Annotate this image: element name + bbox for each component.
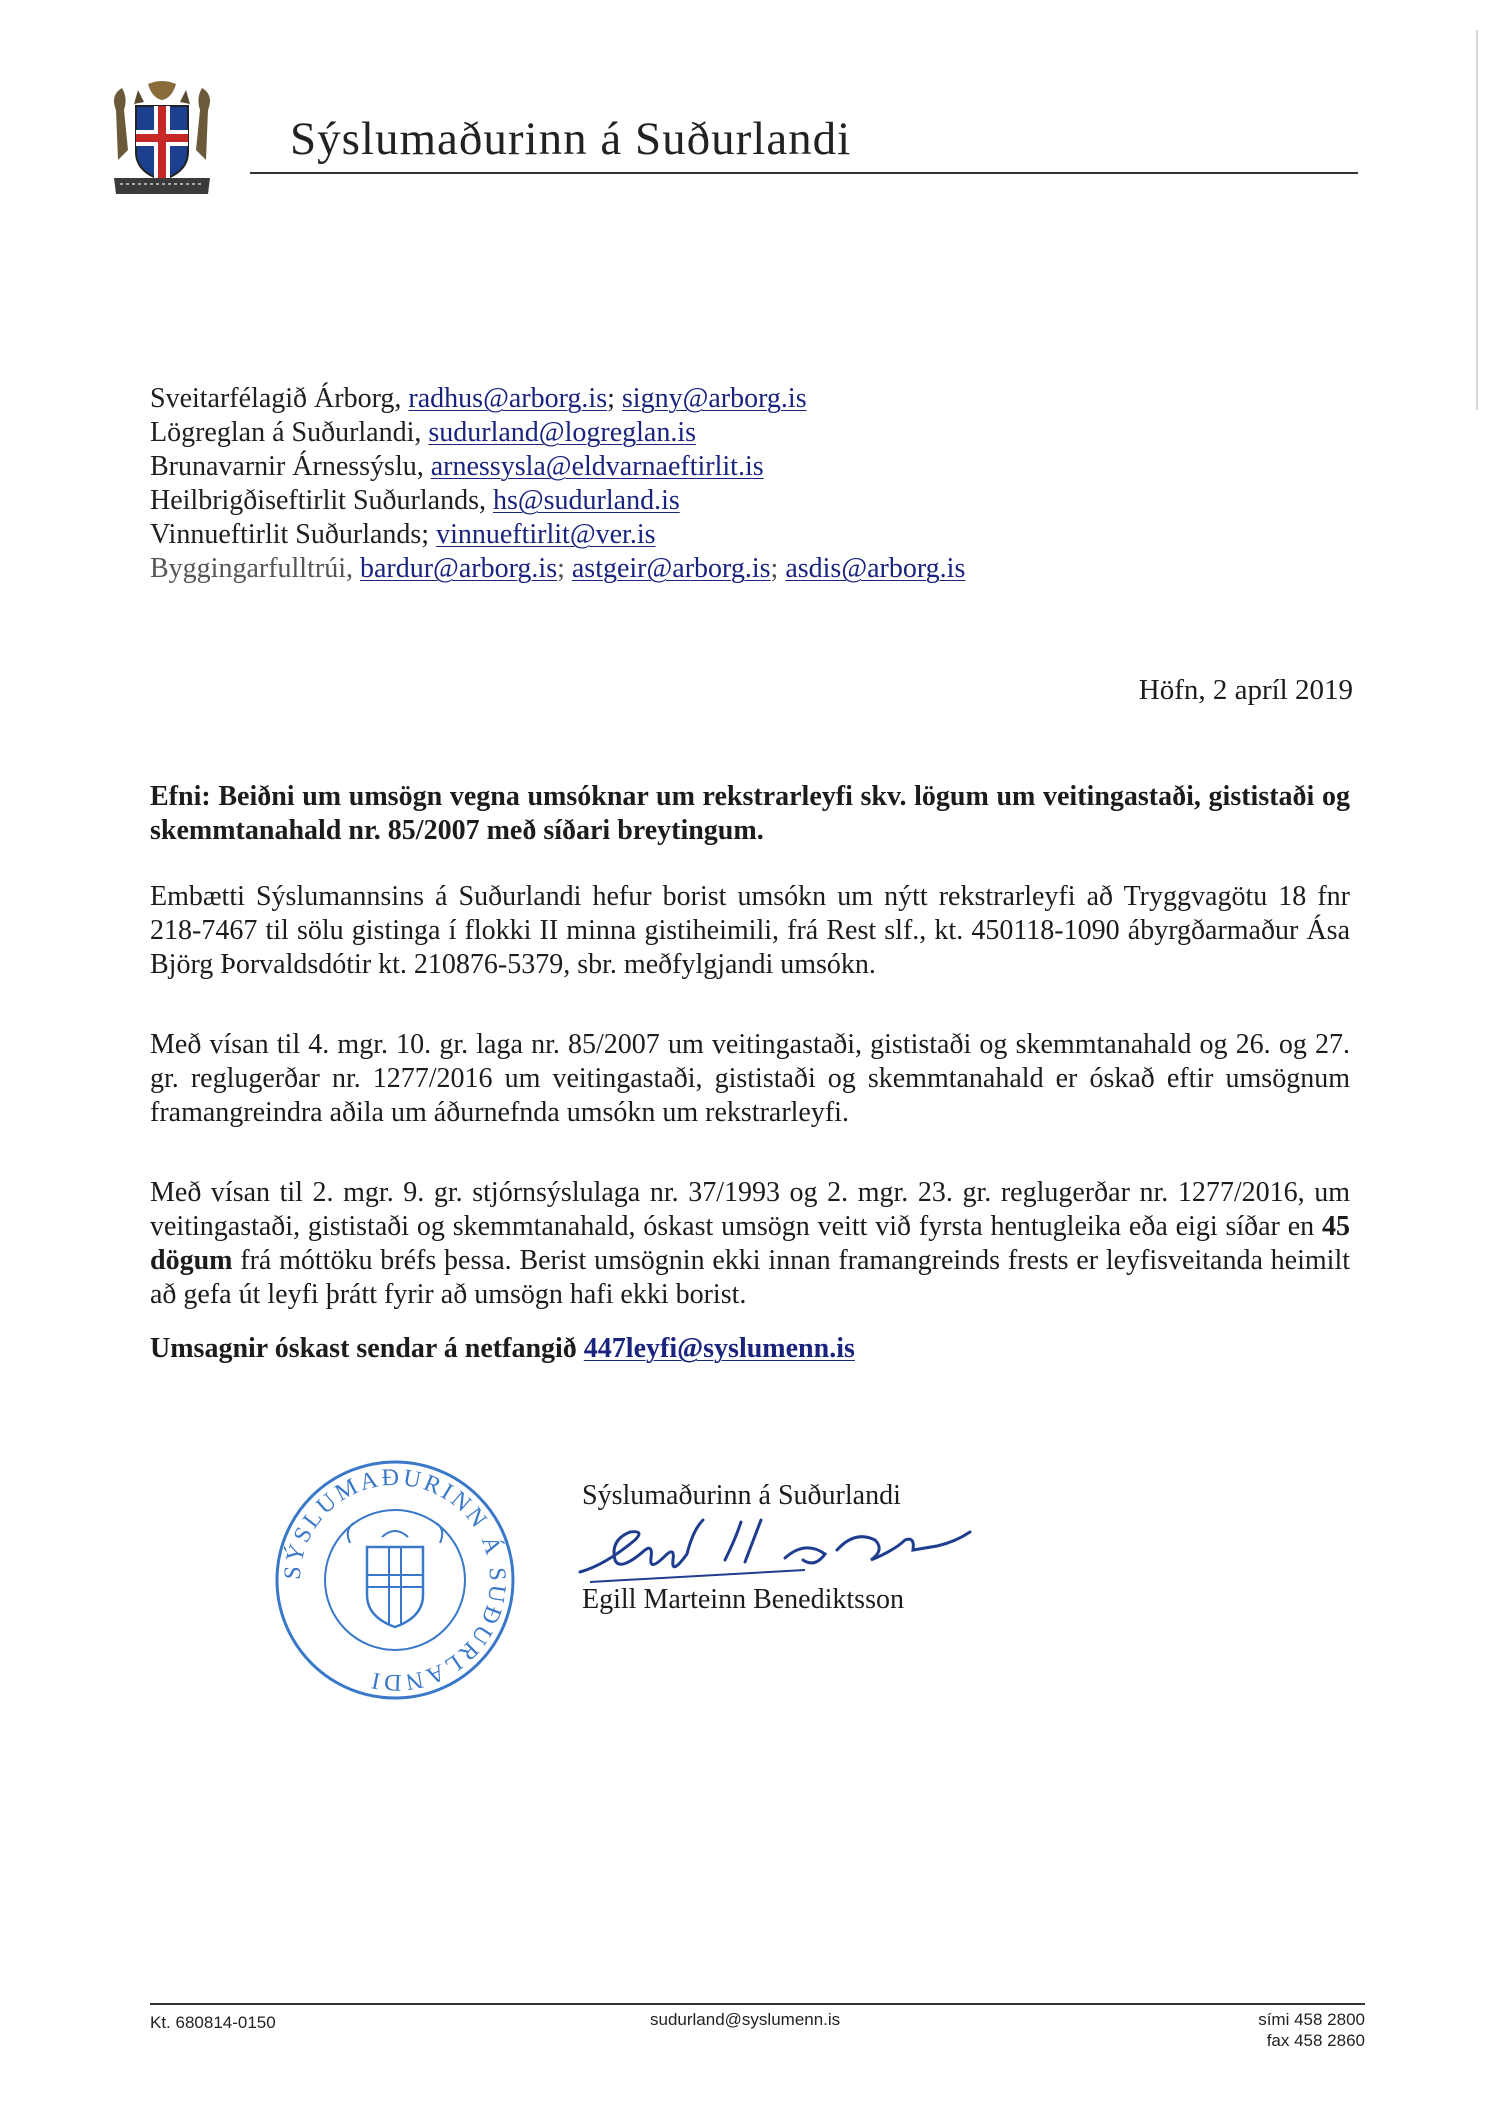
separator: ; xyxy=(770,553,779,584)
stamp-text: SÝSLUMAÐURINN Á SUÐURLANDI xyxy=(279,1464,511,1696)
official-stamp-icon xyxy=(270,1455,520,1705)
recipient-line xyxy=(150,450,764,484)
separator: ; xyxy=(557,553,565,584)
recipient-email-link[interactable]: sudurland@logreglan.is xyxy=(428,417,697,448)
footer-kt: Kt. 680814-0150 xyxy=(150,2013,276,2032)
date-line: Höfn, 2 apríl 2019 xyxy=(1138,674,1353,706)
recipient-line xyxy=(150,416,696,450)
recipient-email-link[interactable]: vinnueftirlit@ver.is xyxy=(436,519,656,550)
recipient-name: Vinnueftirlit Suðurlands; xyxy=(150,519,430,550)
paragraph-legal-reference: Með vísan til 4. mgr. 10. gr. laga nr. 85/2007 um veitingastaði, gististaði og skemmtanahald og 26. og 27. gr. reglugerðar nr. 1277/2016 um veitingastaði, gististaði og skemmtanahald er óskað eftir umsögnum framangreindra aðila um áðurnefnda umsókn um rekstrarleyfi. xyxy=(150,1029,1350,1128)
signature-office: Sýslumaðurinn á Suðurlandi xyxy=(582,1480,901,1511)
deadline-text-before: Með vísan til 2. mgr. 9. gr. stjórnsýslulaga nr. 37/1993 og 2. mgr. 23. gr. reglugerðar nr. 1277/2016, um veitingastaði, gististaði og skemmtanahald, óskast umsögn veitt við fyrsta hentugleika eða eigi síðar en xyxy=(150,1177,1350,1242)
svg-text:SÝSLUMAÐURINN Á SUÐURLANDI xyxy=(280,1465,511,1696)
recipient-name: Sveitarfélagið Árborg, xyxy=(150,383,402,414)
recipient-email-link[interactable]: astgeir@arborg.is xyxy=(571,553,771,584)
recipient-email-link[interactable]: asdis@arborg.is xyxy=(785,553,966,584)
recipient-name: Heilbrigðiseftirlit Suðurlands, xyxy=(150,485,486,516)
recipient-line xyxy=(150,552,965,586)
handwritten-signature-icon xyxy=(575,1510,975,1590)
closing-text: Umsagnir óskast sendar á netfangið xyxy=(150,1333,577,1364)
recipient-email-link[interactable]: arnessysla@eldvarnaeftirlit.is xyxy=(430,451,764,482)
subject-line: Efni: Beiðni um umsögn vegna umsóknar um rekstrarleyfi skv. lögum um veitingastaði, gististaði og skemmtanahald nr. 85/2007 með síðari breytingum. xyxy=(150,781,1350,846)
recipient-line xyxy=(150,518,656,552)
recipient-name: Brunavarnir Árnessýslu, xyxy=(150,451,424,482)
deadline-days: 45 dögum xyxy=(150,1211,1350,1276)
footer-email[interactable]: sudurland@syslumenn.is xyxy=(650,2010,841,2029)
reply-email-link[interactable]: 447leyfi@syslumenn.is xyxy=(583,1333,855,1364)
recipient-email-link[interactable]: bardur@arborg.is xyxy=(359,553,558,584)
footer-phone: sími 458 2800 xyxy=(1258,2010,1365,2029)
paragraph-application: Embætti Sýslumannsins á Suðurlandi hefur borist umsókn um nýtt rekstrarleyfi að Tryggvagötu 18 fnr 218-7467 til sölu gistinga í flokki II minna gistiheimili, frá Rest slf., kt. 450118-1090 ábyrgðarmaður Ása Björg Þorvaldsdótir kt. 210876-5379, sbr. meðfylgjandi umsókn. xyxy=(150,881,1350,980)
recipient-name: Lögreglan á Suðurlandi, xyxy=(150,417,422,448)
coat-of-arms-icon xyxy=(108,80,216,198)
office-title: Sýslumaðurinn á Suðurlandi xyxy=(290,113,852,165)
page-edge-line xyxy=(1476,30,1478,410)
recipient-line xyxy=(150,382,807,416)
recipient-email-link[interactable]: signy@arborg.is xyxy=(621,383,807,414)
signatory-name: Egill Marteinn Benediktsson xyxy=(582,1584,904,1615)
paragraph-deadline xyxy=(150,1176,1350,1312)
header-rule xyxy=(250,172,1358,174)
separator: ; xyxy=(607,383,615,414)
footer-fax: fax 458 2860 xyxy=(1266,2031,1365,2050)
closing-line xyxy=(150,1332,1350,1366)
footer-rule xyxy=(150,2003,1365,2005)
deadline-text-after: frá móttöku bréfs þessa. Berist umsögnin ekki innan framangreinds frests er leyfisveitanda heimilt að gefa út leyfi þrátt fyrir að umsögn hafi ekki borist. xyxy=(150,1245,1350,1310)
recipient-email-link[interactable]: radhus@arborg.is xyxy=(408,383,608,414)
recipient-email-link[interactable]: hs@sudurland.is xyxy=(492,485,680,516)
recipient-line xyxy=(150,484,680,518)
recipient-name: Byggingarfulltrúi, xyxy=(150,553,353,584)
